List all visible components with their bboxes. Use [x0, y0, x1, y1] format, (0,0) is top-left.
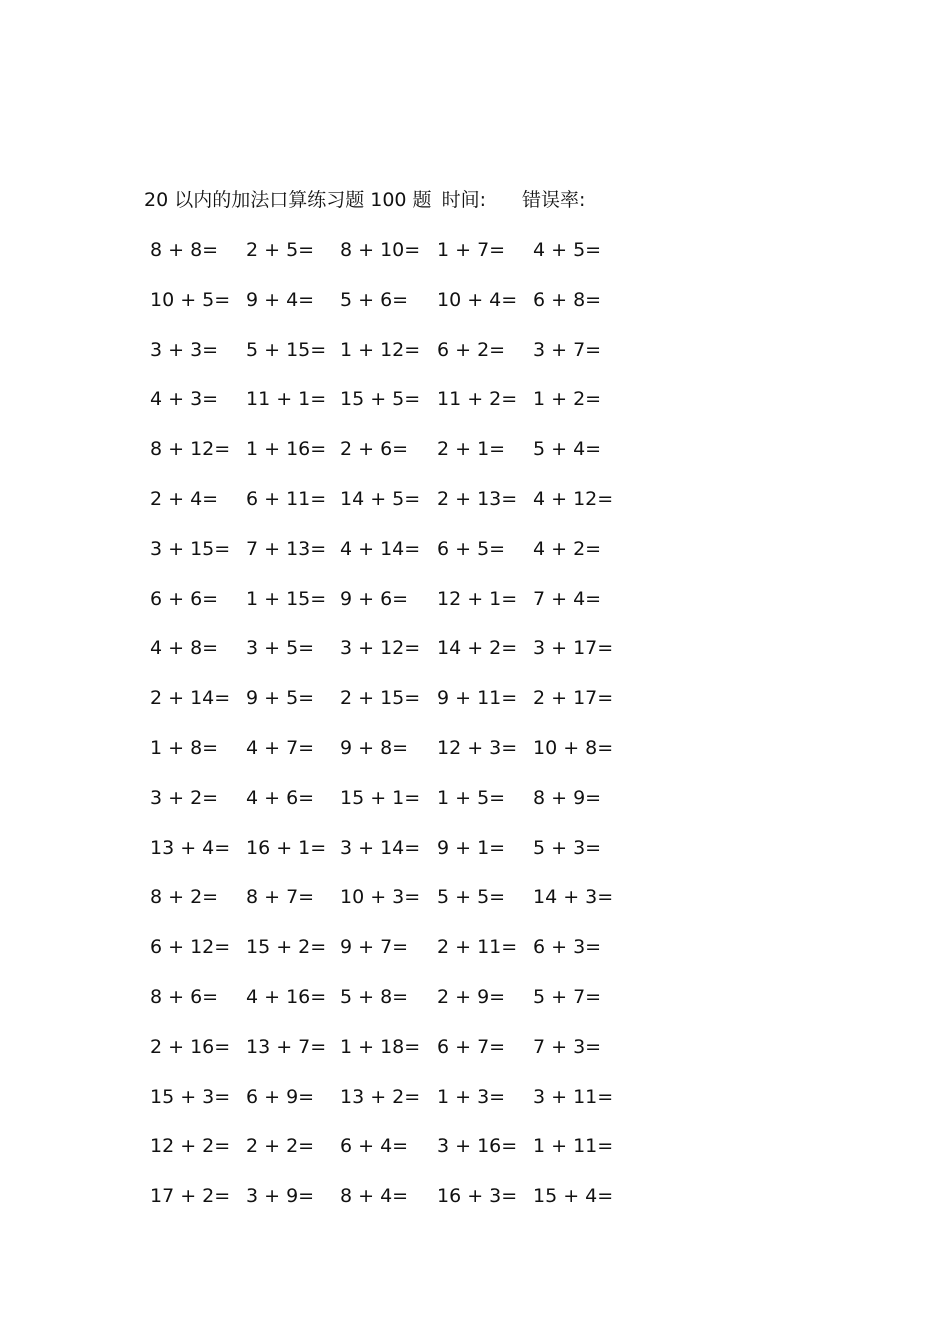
problem-item: 6 + 3=	[533, 936, 602, 959]
problem-item: 9 + 8=	[340, 736, 409, 759]
problem-item: 3 + 5=	[246, 637, 315, 660]
problem-item: 10 + 4=	[437, 288, 518, 311]
problem-row	[150, 784, 630, 834]
problem-item: 1 + 18=	[340, 1035, 421, 1058]
problem-item: 16 + 1=	[246, 836, 327, 859]
problem-item: 8 + 6=	[150, 985, 219, 1008]
problem-item: 3 + 16=	[437, 1135, 518, 1158]
worksheet-title: 20 以内的加法口算练习题 100 题	[144, 189, 432, 211]
problem-item: 1 + 5=	[437, 786, 506, 809]
worksheet-header	[144, 186, 585, 214]
problem-row	[150, 1083, 630, 1133]
problem-item: 5 + 4=	[533, 438, 602, 461]
problem-item: 5 + 3=	[533, 836, 602, 859]
problem-row	[150, 385, 630, 435]
problem-item: 3 + 12=	[340, 637, 421, 660]
problem-item: 2 + 9=	[437, 985, 506, 1008]
problem-row	[150, 485, 630, 535]
problem-item: 9 + 5=	[246, 687, 315, 710]
problem-item: 5 + 8=	[340, 985, 409, 1008]
problem-item: 6 + 8=	[533, 288, 602, 311]
problem-item: 2 + 2=	[246, 1135, 315, 1158]
problem-item: 8 + 10=	[340, 239, 421, 261]
problem-row	[150, 435, 630, 485]
problem-row	[150, 1182, 630, 1232]
error-rate-label: 错误率:	[521, 189, 586, 211]
problem-item: 8 + 4=	[340, 1185, 409, 1208]
problem-item: 8 + 2=	[150, 886, 219, 909]
problem-item: 3 + 7=	[533, 338, 602, 361]
problem-item: 15 + 5=	[340, 388, 421, 411]
problem-item: 11 + 2=	[437, 388, 518, 411]
problem-item: 14 + 3=	[533, 886, 614, 909]
problem-item: 9 + 4=	[246, 288, 315, 311]
problem-item: 5 + 5=	[437, 886, 506, 909]
problem-item: 2 + 16=	[150, 1035, 231, 1058]
problem-item: 15 + 3=	[150, 1085, 231, 1108]
time-label: 时间:	[441, 189, 486, 211]
problem-item: 1 + 15=	[246, 587, 327, 610]
problem-item: 4 + 6=	[246, 786, 315, 809]
problem-item: 5 + 7=	[533, 985, 602, 1008]
problem-item: 15 + 4=	[533, 1185, 614, 1208]
problem-item: 4 + 2=	[533, 537, 602, 560]
problem-row	[150, 684, 630, 734]
problem-item: 6 + 7=	[437, 1035, 506, 1058]
problem-item: 3 + 3=	[150, 338, 219, 361]
problem-item: 12 + 3=	[437, 736, 518, 759]
problem-item: 9 + 7=	[340, 936, 409, 959]
problem-item: 9 + 6=	[340, 587, 409, 610]
problem-item: 1 + 12=	[340, 338, 421, 361]
problem-item: 13 + 4=	[150, 836, 231, 859]
problem-item: 3 + 2=	[150, 786, 219, 809]
problem-item: 14 + 2=	[437, 637, 518, 660]
problem-row	[150, 634, 630, 684]
problem-item: 5 + 15=	[246, 338, 327, 361]
problem-item: 1 + 16=	[246, 438, 327, 461]
problem-item: 7 + 4=	[533, 587, 602, 610]
problem-item: 7 + 3=	[533, 1035, 602, 1058]
problem-item: 4 + 16=	[246, 985, 327, 1008]
problem-row	[150, 1132, 630, 1182]
problem-item: 2 + 17=	[533, 687, 614, 710]
problem-item: 4 + 7=	[246, 736, 315, 759]
problem-item: 12 + 1=	[437, 587, 518, 610]
problem-item: 4 + 5=	[533, 239, 602, 261]
problem-grid	[150, 236, 630, 1232]
problem-row	[150, 336, 630, 386]
problem-item: 10 + 5=	[150, 288, 231, 311]
problem-item: 1 + 3=	[437, 1085, 506, 1108]
problem-item: 14 + 5=	[340, 487, 421, 510]
problem-item: 8 + 8=	[150, 239, 219, 261]
problem-item: 1 + 7=	[437, 239, 506, 261]
problem-item: 6 + 9=	[246, 1085, 315, 1108]
problem-row	[150, 535, 630, 585]
problem-item: 2 + 13=	[437, 487, 518, 510]
problem-item: 2 + 1=	[437, 438, 506, 461]
problem-item: 15 + 1=	[340, 786, 421, 809]
problem-item: 6 + 6=	[150, 587, 219, 610]
problem-row	[150, 834, 630, 884]
problem-item: 2 + 5=	[246, 239, 315, 261]
problem-item: 5 + 6=	[340, 288, 409, 311]
problem-row	[150, 1033, 630, 1083]
problem-row	[150, 286, 630, 336]
problem-item: 3 + 15=	[150, 537, 231, 560]
problem-item: 15 + 2=	[246, 936, 327, 959]
problem-row	[150, 734, 630, 784]
problem-item: 1 + 2=	[533, 388, 602, 411]
problem-item: 4 + 3=	[150, 388, 219, 411]
problem-item: 16 + 3=	[437, 1185, 518, 1208]
problem-row	[150, 585, 630, 635]
problem-item: 9 + 1=	[437, 836, 506, 859]
problem-item: 6 + 4=	[340, 1135, 409, 1158]
problem-item: 4 + 14=	[340, 537, 421, 560]
problem-item: 6 + 12=	[150, 936, 231, 959]
problem-item: 1 + 11=	[533, 1135, 614, 1158]
problem-row	[150, 883, 630, 933]
problem-item: 2 + 15=	[340, 687, 421, 710]
problem-item: 8 + 9=	[533, 786, 602, 809]
problem-item: 12 + 2=	[150, 1135, 231, 1158]
problem-item: 2 + 6=	[340, 438, 409, 461]
problem-item: 11 + 1=	[246, 388, 327, 411]
problem-item: 6 + 5=	[437, 537, 506, 560]
problem-item: 3 + 11=	[533, 1085, 614, 1108]
problem-item: 1 + 8=	[150, 736, 219, 759]
problem-item: 17 + 2=	[150, 1185, 231, 1208]
problem-item: 13 + 2=	[340, 1085, 421, 1108]
problem-item: 6 + 2=	[437, 338, 506, 361]
problem-item: 8 + 12=	[150, 438, 231, 461]
problem-item: 8 + 7=	[246, 886, 315, 909]
problem-item: 3 + 9=	[246, 1185, 315, 1208]
problem-row	[150, 236, 630, 286]
problem-item: 10 + 3=	[340, 886, 421, 909]
problem-item: 4 + 12=	[533, 487, 614, 510]
problem-item: 3 + 14=	[340, 836, 421, 859]
problem-item: 2 + 11=	[437, 936, 518, 959]
problem-item: 2 + 4=	[150, 487, 219, 510]
problem-item: 9 + 11=	[437, 687, 518, 710]
problem-row	[150, 983, 630, 1033]
problem-item: 6 + 11=	[246, 487, 327, 510]
problem-item: 13 + 7=	[246, 1035, 327, 1058]
problem-row	[150, 933, 630, 983]
problem-item: 7 + 13=	[246, 537, 327, 560]
problem-item: 4 + 8=	[150, 637, 219, 660]
problem-item: 10 + 8=	[533, 736, 614, 759]
problem-item: 2 + 14=	[150, 687, 231, 710]
problem-item: 3 + 17=	[533, 637, 614, 660]
